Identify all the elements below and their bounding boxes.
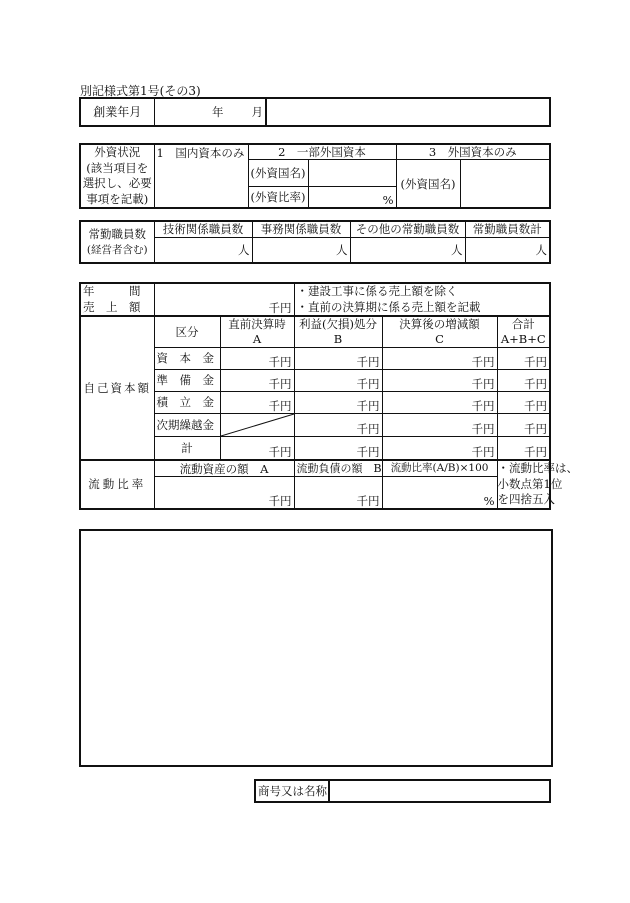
accumulated-total-field[interactable] <box>497 391 550 413</box>
unit-thousand-yen: 千円 <box>268 398 292 413</box>
sales-label-line1: 年 間 <box>83 284 141 298</box>
liquidity-note-line1: ・流動比率は、 <box>497 461 578 476</box>
liquidity-note-line2: 小数点第1位 <box>497 476 563 491</box>
unit-thousand-yen: 千円 <box>524 445 547 460</box>
foreign-country-label: (外資国名) <box>396 160 460 208</box>
trade-name-label: 商号又は名称 <box>255 780 329 802</box>
option-partial-foreign[interactable]: 2 一部外国資本 <box>248 144 396 160</box>
employees-table <box>79 220 551 264</box>
current-liabilities-field[interactable] <box>294 477 382 509</box>
row-label-sum: 計 <box>154 436 220 460</box>
diagonal-slash <box>221 414 294 436</box>
reserve-b-field[interactable] <box>294 369 382 391</box>
unit-thousand-yen: 千円 <box>268 300 292 315</box>
trade-name-field[interactable] <box>329 780 550 802</box>
equity-header-c <box>382 316 497 347</box>
row-label-capital: 資 本 金 <box>154 347 220 369</box>
sum-a-field[interactable] <box>220 436 294 460</box>
unit-person: 人 <box>535 242 547 257</box>
equity-header-total <box>497 316 550 347</box>
capital-total-field[interactable] <box>497 347 550 369</box>
partial-country-field[interactable] <box>308 160 396 186</box>
unit-thousand-yen: 千円 <box>471 376 495 391</box>
sales-note-1: ・建設工事に係る売上額を除く <box>296 284 458 298</box>
unit-person: 人 <box>451 242 463 257</box>
liquidity-note-line3: を四捨五入 <box>497 492 555 507</box>
current-assets-field[interactable] <box>154 477 294 509</box>
trade-name-table <box>254 779 551 803</box>
unit-thousand-yen: 千円 <box>471 421 495 436</box>
liquidity-note <box>497 460 578 509</box>
partial-country-label: (外資国名) <box>248 160 308 186</box>
free-text-area[interactable] <box>79 529 553 767</box>
sales-field[interactable] <box>154 283 294 316</box>
liquidity-header-a: 流動資産の額 A <box>154 460 294 476</box>
unit-person: 人 <box>238 242 250 257</box>
equity-header-a <box>220 316 294 347</box>
partial-ratio-field[interactable] <box>308 186 396 208</box>
founding-date-field[interactable] <box>154 98 266 126</box>
header-office-staff: 事務関係職員数 <box>252 221 350 237</box>
row-label-carryover: 次期繰越金 <box>154 413 220 436</box>
unit-thousand-yen: 千円 <box>268 376 292 391</box>
equity-header-c-line1: 決算後の増減額 <box>399 317 480 332</box>
accumulated-a-field[interactable] <box>220 391 294 413</box>
unit-thousand-yen: 千円 <box>524 421 547 436</box>
option-domestic-only[interactable] <box>154 144 248 208</box>
unit-thousand-yen: 千円 <box>356 376 380 391</box>
sum-c-field[interactable] <box>382 436 497 460</box>
equity-header-c-line2: C <box>435 331 444 346</box>
foreign-capital-label-line2: (該当項目を <box>86 160 149 175</box>
founding-label: 創業年月 <box>80 98 154 126</box>
header-technical-staff: 技術関係職員数 <box>154 221 252 237</box>
equity-header-b-line1: 利益(欠損)処分 <box>299 317 377 332</box>
unit-thousand-yen: 千円 <box>356 445 380 460</box>
foreign-capital-table <box>79 143 551 209</box>
sales-note-2: ・直前の決算期に係る売上額を記載 <box>296 299 481 314</box>
unit-thousand-yen: 千円 <box>268 445 292 460</box>
sum-b-field[interactable] <box>294 436 382 460</box>
total-staff-field[interactable] <box>465 237 550 263</box>
form-title: 別記様式第1号(その3) <box>80 84 201 98</box>
row-label-reserve: 準 備 金 <box>154 369 220 391</box>
reserve-a-field[interactable] <box>220 369 294 391</box>
equity-header-total-line1: 合計 <box>511 317 535 332</box>
liquidity-label: 流動比率 <box>80 460 154 509</box>
founding-table <box>79 97 551 127</box>
foreign-country-field[interactable] <box>460 160 550 208</box>
unit-thousand-yen: 千円 <box>356 354 380 369</box>
equity-header-kubun: 区分 <box>154 316 220 347</box>
unit-thousand-yen: 千円 <box>471 354 495 369</box>
carryover-a-slash <box>220 413 294 436</box>
foreign-capital-label-line3: 選択し、必要 <box>82 176 152 191</box>
header-total-staff: 常勤職員数計 <box>465 221 550 237</box>
unit-thousand-yen: 千円 <box>268 493 292 508</box>
equity-header-a-line2: A <box>252 331 262 346</box>
capital-b-field[interactable] <box>294 347 382 369</box>
row-label-accumulated: 積 立 金 <box>154 391 220 413</box>
reserve-total-field[interactable] <box>497 369 550 391</box>
capital-c-field[interactable] <box>382 347 497 369</box>
liquidity-header-ratio: 流動比率(A/B)×100 <box>382 460 497 476</box>
unit-person: 人 <box>336 242 348 257</box>
unit-thousand-yen: 千円 <box>356 421 380 436</box>
sales-label <box>80 283 154 316</box>
equity-label: 自己資本額 <box>80 316 154 460</box>
carryover-total-field[interactable] <box>497 413 550 436</box>
carryover-c-field[interactable] <box>382 413 497 436</box>
percent-unit: % <box>382 192 394 207</box>
reserve-c-field[interactable] <box>382 369 497 391</box>
equity-header-total-line2: A+B+C <box>500 331 546 346</box>
employees-label <box>80 221 154 263</box>
capital-a-field[interactable] <box>220 347 294 369</box>
equity-header-b <box>294 316 382 347</box>
header-other-staff: その他の常勤職員数 <box>350 221 465 237</box>
unit-thousand-yen: 千円 <box>524 354 547 369</box>
founding-year-unit: 年 <box>212 104 224 119</box>
founding-blank[interactable] <box>266 98 550 126</box>
percent-unit: % <box>483 493 495 508</box>
employees-label-line1: 常勤職員数 <box>88 226 146 241</box>
technical-staff-field[interactable] <box>154 237 252 263</box>
equity-header-b-line2: B <box>333 331 343 346</box>
unit-thousand-yen: 千円 <box>524 398 547 413</box>
other-staff-field[interactable] <box>350 237 465 263</box>
equity-header-a-line1: 直前決算時 <box>228 317 286 332</box>
office-staff-field[interactable] <box>252 237 350 263</box>
accumulated-b-field[interactable] <box>294 391 382 413</box>
foreign-capital-label-line1: 外資状況 <box>94 145 141 159</box>
unit-thousand-yen: 千円 <box>268 354 292 369</box>
employees-label-line2: (経営者含む) <box>86 243 148 256</box>
foreign-capital-label-line4: 事項を記載) <box>86 191 149 206</box>
sales-notes <box>294 283 550 316</box>
sum-total-field[interactable] <box>497 436 550 460</box>
option-domestic-only-label: 1 国内資本のみ <box>156 146 245 160</box>
option-foreign-only[interactable]: 3 外国資本のみ <box>396 144 550 160</box>
foreign-capital-label <box>80 144 154 208</box>
current-ratio-field[interactable] <box>382 477 497 509</box>
unit-thousand-yen: 千円 <box>471 398 495 413</box>
partial-ratio-label: (外資比率) <box>248 186 308 208</box>
unit-thousand-yen: 千円 <box>356 493 380 508</box>
accumulated-c-field[interactable] <box>382 391 497 413</box>
founding-month-unit: 月 <box>251 104 263 119</box>
liquidity-header-b: 流動負債の額 B <box>294 460 382 476</box>
unit-thousand-yen: 千円 <box>471 445 495 460</box>
unit-thousand-yen: 千円 <box>356 398 380 413</box>
carryover-b-field[interactable] <box>294 413 382 436</box>
sales-label-line2: 売 上 額 <box>83 299 141 314</box>
finance-table <box>79 282 578 510</box>
unit-thousand-yen: 千円 <box>524 376 547 391</box>
